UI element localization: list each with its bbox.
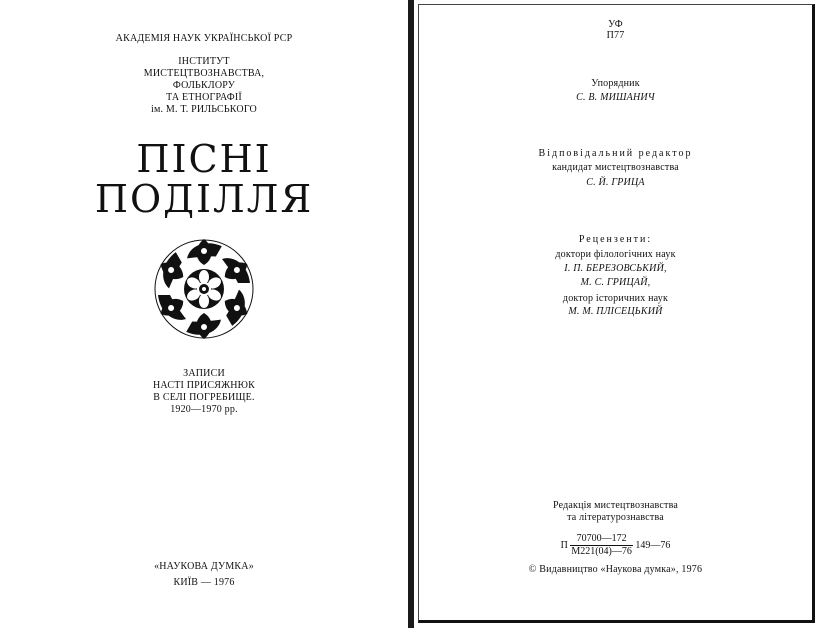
price-fraction: [570, 533, 633, 558]
place-year: КИЇВ — 1976: [173, 577, 235, 588]
subtitle-block: ЗАПИСИ НАСТІ ПРИСЯЖНЮК В СЕЛІ ПОГРЕБИЩЕ. 1920—1970 рр.: [152, 368, 256, 415]
edition-office: Редакція мистецтвознавства та літературознавства: [552, 500, 679, 523]
academy-name: АКАДЕМІЯ НАУК УКРАЇНСЬКОЇ РСР: [115, 33, 293, 44]
price-denominator: М221(04)—76: [571, 546, 632, 557]
price-suffix: 149—76: [635, 539, 671, 551]
compiler-name: С. В. МИШАНИЧ: [576, 92, 655, 103]
institute-name: ІНСТИТУТ МИСТЕЦТВОЗНАВСТВА, ФОЛЬКЛОРУ ТА ЕТНОГРАФІЇ ім. М. Т. РИЛЬСЬКОГО: [143, 56, 265, 115]
book-title: ПІСНІ ПОДІЛЛЯ: [94, 137, 314, 221]
reviewer-2: М. С. ГРИЦАЙ,: [580, 277, 651, 288]
reviewer-1: І. П. БЕРЕЗОВСЬКИЙ,: [564, 263, 667, 274]
reviewer-3: М. М. ПЛІСЕЦЬКИЙ: [568, 306, 663, 317]
editor-label: Відповідальний редактор: [538, 148, 693, 159]
page-gutter: [408, 0, 414, 628]
copyright-line: © Видавництво «Наукова думка», 1976: [528, 564, 703, 575]
udc-code: УФ: [608, 19, 623, 30]
reviewers-label: Рецензенти:: [578, 234, 653, 245]
imprint-page: [418, 4, 815, 623]
price-letter: П: [560, 539, 568, 551]
reviewers-degree-1: доктори філологічних наук: [555, 249, 676, 260]
title-page: [0, 0, 408, 628]
editor-name: С. Й. ГРИЦА: [586, 177, 645, 188]
catalog-code: П77: [606, 30, 625, 41]
editor-degree: кандидат мистецтвознавства: [552, 162, 679, 173]
price-numerator: 70700—172: [570, 533, 633, 546]
compiler-label: Упорядник: [591, 78, 640, 89]
publisher-name: «НАУКОВА ДУМКА»: [154, 561, 254, 572]
reviewers-degree-2: доктор історичних наук: [562, 293, 669, 304]
folk-rosette-ornament-icon: [152, 237, 256, 341]
price-code: [419, 533, 812, 558]
